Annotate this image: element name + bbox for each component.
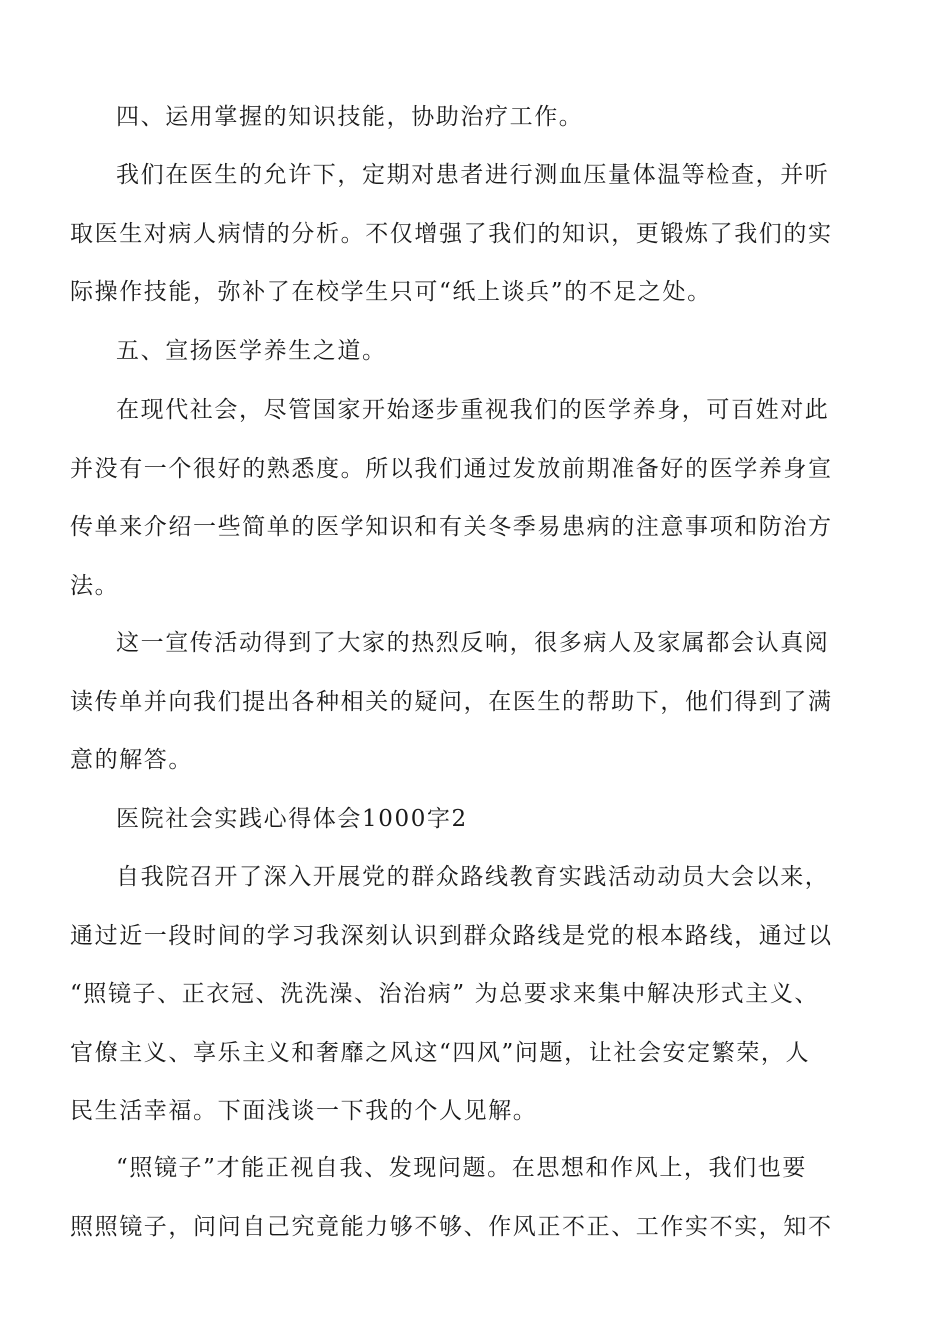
text-line: 民生活幸福。下面浅谈一下我的个人见解。 xyxy=(70,1098,538,1124)
text-line: 自我院召开了深入开展党的群众路线教育实践活动动员大会以来， xyxy=(116,864,830,890)
text-line: 传单来介绍一些简单的医学知识和有关冬季易患病的注意事项和防治方 xyxy=(70,514,833,540)
text-line: 这一宣传活动得到了大家的热烈反响，很多病人及家属都会认真阅 xyxy=(116,630,830,656)
section-title xyxy=(70,790,882,849)
text-line: 照照镜子，问问自己究竟能力够不够、作风正不正、工作实不实，知不 xyxy=(70,1213,833,1240)
paragraph-mirror xyxy=(70,1139,882,1256)
heading-four xyxy=(70,88,882,147)
paragraph-health-promotion xyxy=(70,381,882,615)
paragraph-mass-line xyxy=(70,848,882,1141)
heading-five xyxy=(70,322,882,381)
text-line: 医院社会实践心得体会1000字2 xyxy=(116,806,468,832)
text-line: “照镜子、正衣冠、洗洗澡、治治病” 为总要求来集中解决形式主义、 xyxy=(70,981,820,1007)
text-line: 并没有一个很好的熟悉度。所以我们通过发放前期准备好的医学养身宣 xyxy=(70,455,833,482)
text-line: 五、宣扬医学养生之道。 xyxy=(116,338,387,364)
text-line: 意的解答。 xyxy=(70,747,193,773)
text-line: “照镜子”才能正视自我、发现问题。在思想和作风上，我们也要 xyxy=(116,1155,807,1181)
text-line: 四、运用掌握的知识技能，协助治疗工作。 xyxy=(116,104,584,130)
text-line: 我们在医生的允许下，定期对患者进行测血压量体温等检查，并听 xyxy=(116,162,830,188)
text-line: 在现代社会，尽管国家开始逐步重视我们的医学养身，可百姓对此 xyxy=(116,397,830,423)
paragraph-treatment-assist xyxy=(70,146,882,322)
paragraph-activity-response xyxy=(70,614,882,790)
text-line: 读传单并向我们提出各种相关的疑问，在医生的帮助下，他们得到了满 xyxy=(70,688,833,715)
text-line: 际操作技能，弥补了在校学生只可“纸上谈兵”的不足之处。 xyxy=(70,279,712,305)
text-line: 取医生对病人病情的分析。不仅增强了我们的知识，更锻炼了我们的实 xyxy=(70,220,833,247)
text-line: 法。 xyxy=(70,572,120,599)
text-line: 通过近一段时间的学习我深刻认识到群众路线是党的根本路线，通过以 xyxy=(70,922,833,949)
text-line: 官僚主义、享乐主义和奢靡之风这“四风”问题，让社会安定繁荣，人 xyxy=(70,1039,811,1066)
